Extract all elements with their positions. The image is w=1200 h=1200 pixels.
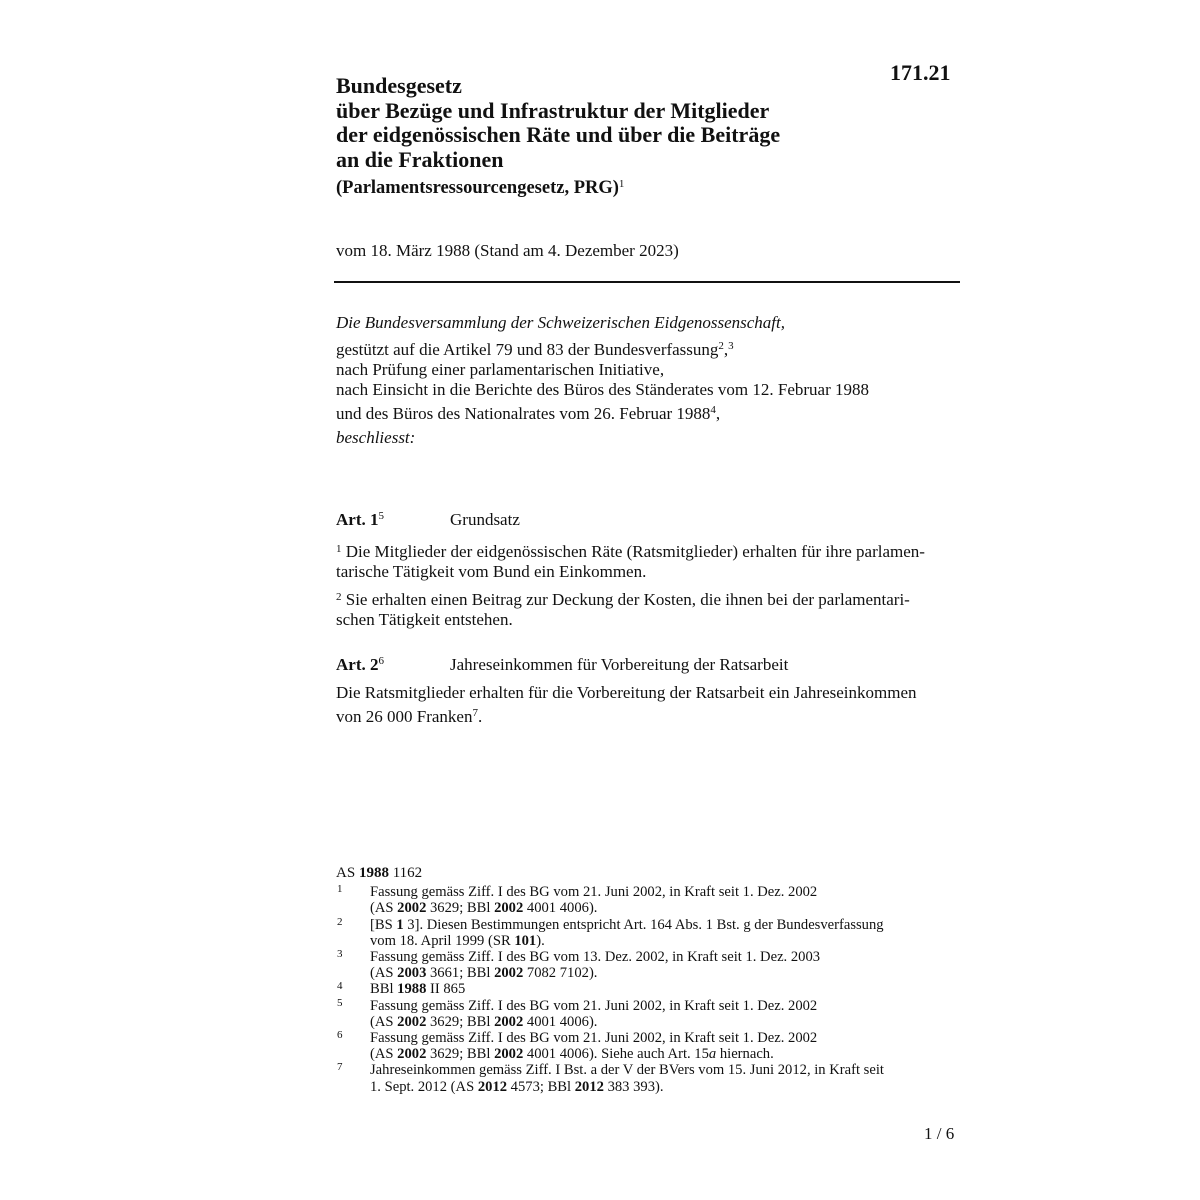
paragraph-line: Die Ratsmitglieder erhalten für die Vorbereitung der Ratsarbeit ein Jahreseinkommen (336, 683, 917, 702)
footnote (336, 998, 956, 1030)
separator: , (723, 340, 729, 359)
preamble-text: und des Büros des Nationalrates vom 26. Februar 1988 (336, 404, 711, 423)
sr-number: 171.21 (890, 60, 951, 85)
fn-text: [BS (370, 916, 397, 933)
paragraph-punct: . (477, 707, 483, 726)
fn-text: 7082 7102). (523, 965, 598, 982)
footnote-ref[interactable]: 7 (472, 707, 478, 719)
preamble-punct: , (715, 404, 721, 423)
footnote-number: 7 (337, 1061, 343, 1074)
footnote-line (370, 917, 956, 933)
law-title (336, 74, 876, 172)
preamble (336, 313, 869, 448)
paragraph-text: von 26 000 Franken (336, 707, 473, 726)
footnote-number: 2 (337, 915, 343, 928)
fn-bold: 2002 (397, 1046, 427, 1063)
footnote-number: 3 (337, 948, 343, 961)
footnote-ref[interactable]: 5 (378, 510, 384, 522)
fn-bold: 2012 (574, 1078, 604, 1095)
paragraph-line: schen Tätigkeit entstehen. (336, 610, 513, 629)
fn-text: 4001 4006). (523, 1013, 598, 1030)
footnote-line (370, 1014, 956, 1030)
article-1-paragraph-2 (336, 587, 960, 630)
fn-bold: 1 (396, 916, 404, 933)
article-label: Art. 2 (336, 655, 379, 674)
paragraph-line: tarische Tätigkeit vom Bund ein Einkommen. (336, 562, 647, 581)
fn-text: (AS (370, 1013, 398, 1030)
footnote-line (370, 900, 956, 916)
title-line: Bundesgesetz (336, 73, 462, 98)
fn-text: hiernach. (716, 1046, 774, 1063)
footnote-ref[interactable]: 2 (718, 340, 724, 352)
paragraph-line (336, 587, 960, 610)
fn-text: (AS (370, 900, 398, 917)
footnote-line (370, 965, 956, 981)
fn-text: 383 393). (603, 1078, 664, 1095)
article-1-paragraph-1 (336, 539, 960, 582)
article-2-heading (336, 655, 788, 675)
fn-bold: 2002 (494, 1046, 524, 1063)
title-line: über Bezüge und Infrastruktur der Mitglieder (336, 97, 770, 123)
footnote (336, 917, 956, 949)
page-number: 1 / 6 (924, 1124, 955, 1143)
fn-bold: 2012 (477, 1078, 508, 1095)
footnote-line (370, 1079, 956, 1095)
fn-text: ). (536, 932, 545, 949)
footnote (336, 884, 956, 916)
as-year: 1988 (358, 865, 389, 881)
footnote-line: Fassung gemäss Ziff. I des BG vom 13. Dez. 2002, in Kraft seit 1. Dez. 2003 (370, 949, 821, 966)
fn-text: 3661; BBl (426, 965, 495, 982)
footnote-number: 6 (337, 1029, 343, 1042)
paragraph-line (336, 703, 960, 727)
preamble-line: nach Einsicht in die Berichte des Büros des Ständerates vom 12. Februar 1988 (336, 380, 870, 399)
footnote-ref[interactable]: 6 (378, 655, 384, 667)
paragraph-line (336, 539, 960, 562)
fn-text: II 865 (426, 981, 466, 998)
footnote-line (370, 1046, 956, 1062)
article-title: Jahreseinkommen für Vorbereitung der Ratsarbeit (450, 655, 789, 674)
article-1-heading (336, 510, 520, 530)
official-collection-ref (336, 865, 956, 881)
preamble-line (336, 336, 869, 360)
short-title-text: (Parlamentsressourcengesetz, PRG) (336, 178, 619, 198)
footnote-line: Jahreseinkommen gemäss Ziff. I Bst. a der V der BVers vom 15. Juni 2012, in Kraft seit (370, 1062, 884, 1079)
title-line: der eidgenössischen Räte und über die Beiträge (336, 122, 781, 147)
as-prefix: AS (336, 865, 359, 881)
footnotes (336, 865, 956, 1095)
preamble-text: gestützt auf die Artikel 79 und 83 der Bundesverfassung (336, 340, 719, 359)
fn-text: vom 18. April 1999 (SR (370, 932, 515, 949)
preamble-intro: Die Bundesversammlung der Schweizerischen Eidgenossenschaft, (336, 313, 785, 332)
footnote-number: 4 (337, 980, 343, 993)
footnote-ref[interactable]: 3 (728, 340, 734, 352)
footnote-number: 5 (337, 996, 343, 1009)
article-2-paragraph (336, 683, 960, 727)
fn-text: 1. Sept. 2012 (AS (370, 1078, 478, 1095)
preamble-line: nach Prüfung einer parlamentarischen Initiative, (336, 360, 665, 379)
fn-italic: a (708, 1046, 717, 1063)
footnote-line: Fassung gemäss Ziff. I des BG vom 21. Juni 2002, in Kraft seit 1. Dez. 2002 (370, 884, 818, 901)
fn-text: 3]. Diesen Bestimmungen entspricht Art. 164 Abs. 1 Bst. g der Bundesverfassung (403, 916, 884, 933)
footnote-ref[interactable]: 1 (618, 178, 625, 190)
short-title (336, 178, 624, 199)
footnote-number: 1 (337, 883, 343, 896)
fn-bold: 2002 (494, 965, 524, 982)
footnote (336, 1030, 956, 1062)
paragraph-text: Die Mitglieder der eidgenössischen Räte (Ratsmitglieder) erhalten für ihre parlamen- (345, 542, 925, 561)
fn-text: 3629; BBl (426, 1013, 495, 1030)
fn-bold: 1988 (397, 981, 427, 998)
title-line: an die Fraktionen (336, 146, 504, 172)
fn-text: BBl (370, 981, 398, 998)
fn-text: 3629; BBl (426, 1046, 495, 1063)
article-title: Grundsatz (450, 510, 520, 529)
footnote-line: Fassung gemäss Ziff. I des BG vom 21. Juni 2002, in Kraft seit 1. Dez. 2002 (370, 1030, 818, 1047)
fn-bold: 2003 (397, 965, 427, 982)
article-number (336, 510, 450, 530)
fn-text: 4001 4006). (523, 900, 598, 917)
fn-text: 4573; BBl (507, 1078, 575, 1095)
fn-bold: 2002 (397, 900, 427, 917)
paragraph-number: 1 (336, 543, 342, 555)
fn-text: (AS (370, 965, 398, 982)
as-page: 1162 (388, 865, 423, 881)
footnote (336, 981, 956, 997)
fn-text: (AS (370, 1046, 398, 1063)
footnote-line: Fassung gemäss Ziff. I des BG vom 21. Juni 2002, in Kraft seit 1. Dez. 2002 (370, 997, 818, 1014)
fn-bold: 101 (514, 932, 537, 949)
paragraph-number: 2 (336, 591, 342, 603)
date-line: vom 18. März 1988 (Stand am 4. Dezember 2023) (336, 241, 679, 260)
fn-text: 4001 4006). Siehe auch Art. 15 (523, 1046, 709, 1063)
footnote (336, 1062, 956, 1094)
footnote-line (370, 933, 956, 949)
fn-bold: 2002 (494, 1013, 524, 1030)
article-label: Art. 1 (336, 510, 379, 529)
footnote-line (370, 981, 956, 997)
fn-text: 3629; BBl (426, 900, 495, 917)
footnote (336, 949, 956, 981)
preamble-resolves: beschliesst: (336, 428, 416, 447)
title-divider (334, 281, 960, 283)
fn-bold: 2002 (397, 1013, 427, 1030)
footnote-ref[interactable]: 4 (710, 404, 716, 416)
article-number (336, 655, 450, 675)
paragraph-text: Sie erhalten einen Beitrag zur Deckung der Kosten, die ihnen bei der parlamentari- (345, 590, 910, 609)
fn-bold: 2002 (494, 900, 524, 917)
preamble-line (336, 400, 869, 424)
